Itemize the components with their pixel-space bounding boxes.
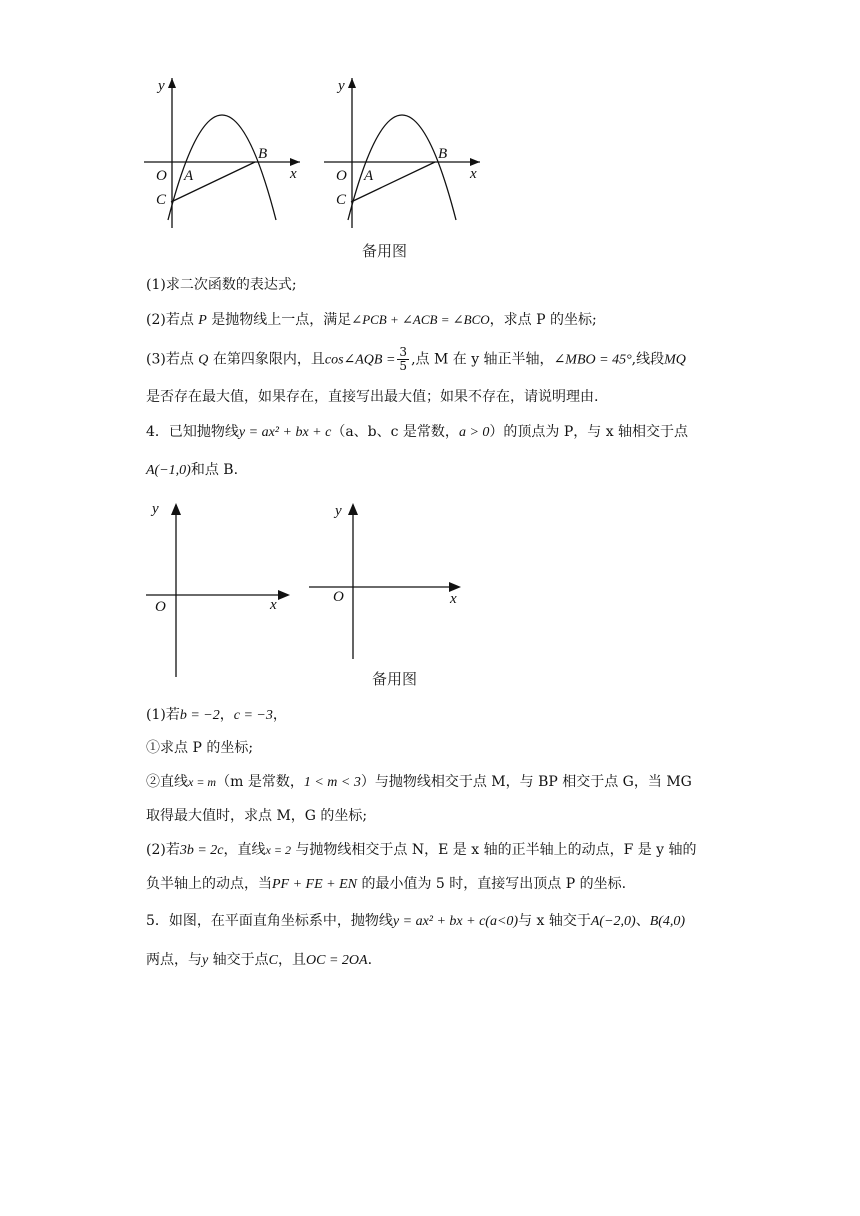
svg-text:B: B [438,146,448,162]
figure-caption: 备用图 [362,242,408,260]
q4-sub-2-cont: 取得最大值时，求点 M，G 的坐标; [146,808,368,824]
q4-sub-1: ①求点 P 的坐标; [146,740,254,756]
svg-text:O: O [333,589,344,605]
q4-stem-line2: A(−1,0)和点 B. [146,462,239,478]
svg-text:x: x [290,166,297,182]
axis-figure-left [140,495,300,685]
q4-sub-2: ②直线x = m（m 是常数，1 < m < 3）与抛物线相交于点 M，与 BP 相交于点 G，当 MG [146,774,692,790]
svg-text:A: A [364,168,374,184]
svg-text:O: O [336,168,347,184]
svg-text:y: y [335,503,342,519]
q4-stem-line1: 4．已知抛物线y = ax² + bx + c（a、b、c 是常数，a > 0）的顶点为 P，与 x 轴相交于点 [146,424,689,440]
svg-text:y: y [338,78,345,94]
svg-text:x: x [270,597,277,613]
parabola-figure-right [320,70,490,235]
q3-part-1: (1)求二次函数的表达式; [146,277,297,293]
q4-part-2-cont: 负半轴上的动点，当PF + FE + EN 的最小值为 5 时，直接写出顶点 P 的坐标. [146,876,627,892]
parabola-figure-left [140,70,310,235]
svg-text:y: y [152,501,159,517]
svg-text:x: x [470,166,477,182]
q5-stem-line2: 两点，与y 轴交于点C，且OC = 2OA. [146,952,373,968]
svg-text:O: O [156,168,167,184]
q3-part-3-cont: 是否存在最大值，如果存在，直接写出最大值；如果不存在，请说明理由. [146,389,599,405]
axis-figure-right [305,495,470,665]
svg-text:C: C [156,192,167,208]
q5-stem-line1: 5．如图，在平面直角坐标系中，抛物线y = ax² + bx + c(a<0)与 x 轴交于A(−2,0)、B(4,0) [146,913,686,929]
svg-text:A: A [184,168,194,184]
q4-part-2: (2)若3b = 2c，直线x = 2 与抛物线相交于点 N，E 是 x 轴的正半轴上的动点，F 是 y 轴的 [146,842,697,858]
q4-figure-caption: 备用图 [372,670,418,688]
q3-part-3: (3)若点 Q 在第四象限内，且cos∠AQB = $\frac{3}{5}$ ,点 M 在 y 轴正半轴，∠MBO = 45°,线段MQ [146,345,686,373]
svg-text:B: B [258,146,268,162]
svg-text:O: O [155,599,166,615]
q4-part-1: (1)若b = −2，c = −3， [146,707,287,723]
svg-text:x: x [450,591,457,607]
svg-text:y: y [158,78,165,94]
svg-text:C: C [336,192,347,208]
q3-part-2: (2)若点 P 是抛物线上一点，满足∠PCB + ∠ACB = ∠BCO，求点 P 的坐标; [146,312,597,328]
